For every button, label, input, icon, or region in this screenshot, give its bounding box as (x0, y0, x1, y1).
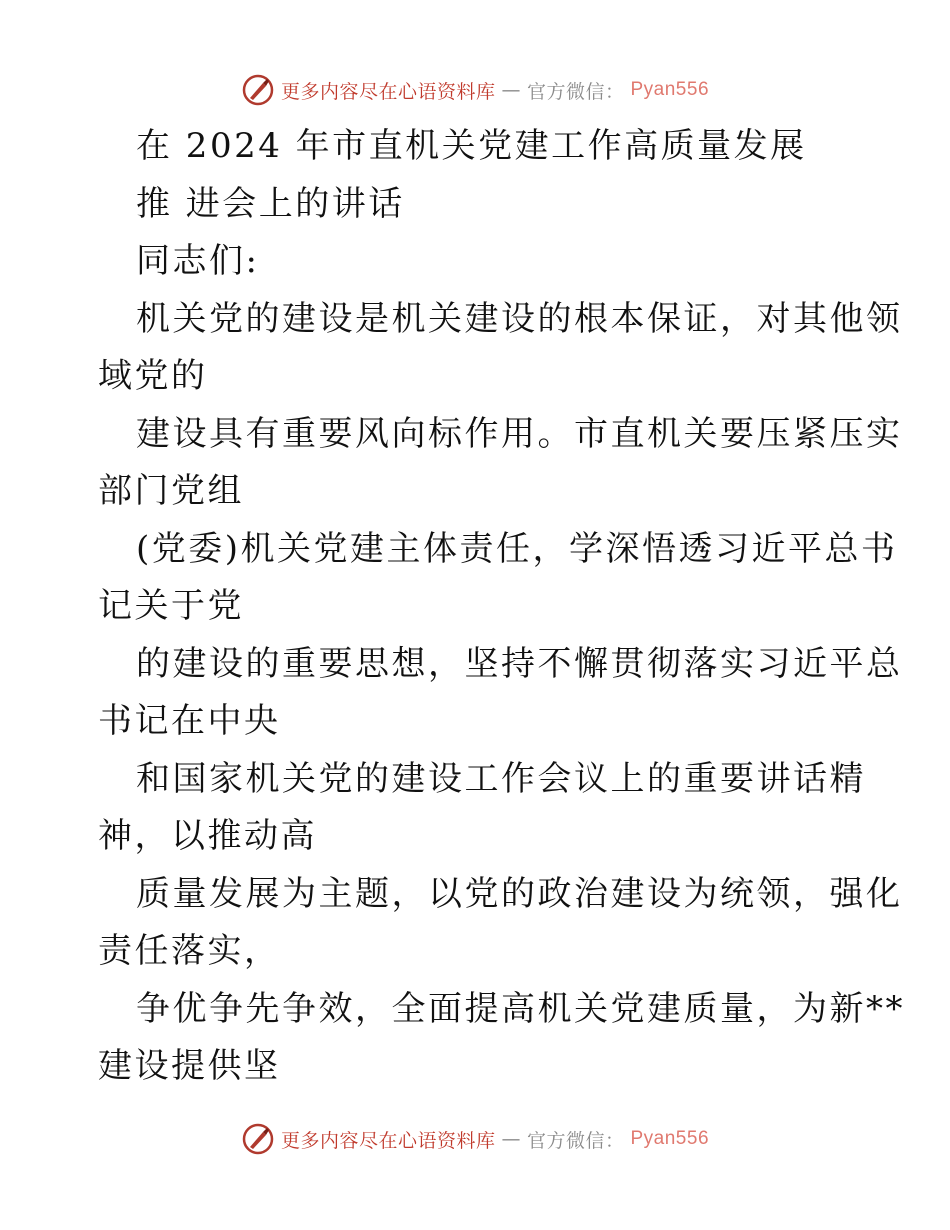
text-line: 同志们: (136, 241, 260, 281)
pen-logo-icon (241, 1122, 275, 1156)
text-line: 质量发展为主题，以党的政治建设为统领，强化 (136, 873, 903, 914)
text-line: 记关于党 (98, 586, 244, 626)
text-line: 推 进会上的讲话 (136, 183, 405, 224)
header-watermark (0, 70, 950, 110)
watermark-account: Pyan556 (630, 79, 710, 100)
watermark-site: 更多内容尽在心语资料库 (280, 80, 496, 103)
pen-logo-icon (241, 73, 275, 107)
text-line: 责任落实， (98, 931, 281, 971)
text-line: 建设提供坚 (98, 1046, 281, 1086)
document-body (98, 118, 905, 1096)
watermark-label: 官方微信： (526, 80, 625, 103)
text-line: 和国家机关党的建设工作会议上的重要讲话精 (136, 758, 866, 799)
watermark-dash: — (501, 79, 521, 101)
text-line: 神，以推动高 (98, 816, 317, 856)
text-line: 争优争先争效，全面提高机关党建质量，为新** (136, 988, 905, 1029)
text-line: 域党的 (98, 356, 208, 396)
text-line: 的建设的重要思想，坚持不懈贯彻落实习近平总 (136, 643, 903, 684)
text-line: 在 2024 年市直机关党建工作高质量发展 (136, 126, 807, 166)
footer-watermark (0, 1119, 950, 1159)
watermark-dash: — (501, 1128, 521, 1150)
text-line: 部门党组 (98, 471, 244, 511)
text-line: (党委)机关党建主体责任，学深悟透习近平总书 (136, 528, 898, 569)
text-line: 机关党的建设是机关建设的根本保证，对其他领 (136, 298, 903, 339)
watermark-site: 更多内容尽在心语资料库 (280, 1129, 496, 1152)
text-line: 建设具有重要风向标作用。市直机关要压紧压实 (136, 413, 903, 454)
watermark-label: 官方微信： (526, 1129, 625, 1152)
text-line: 书记在中央 (98, 701, 281, 741)
watermark-account: Pyan556 (630, 1128, 710, 1149)
